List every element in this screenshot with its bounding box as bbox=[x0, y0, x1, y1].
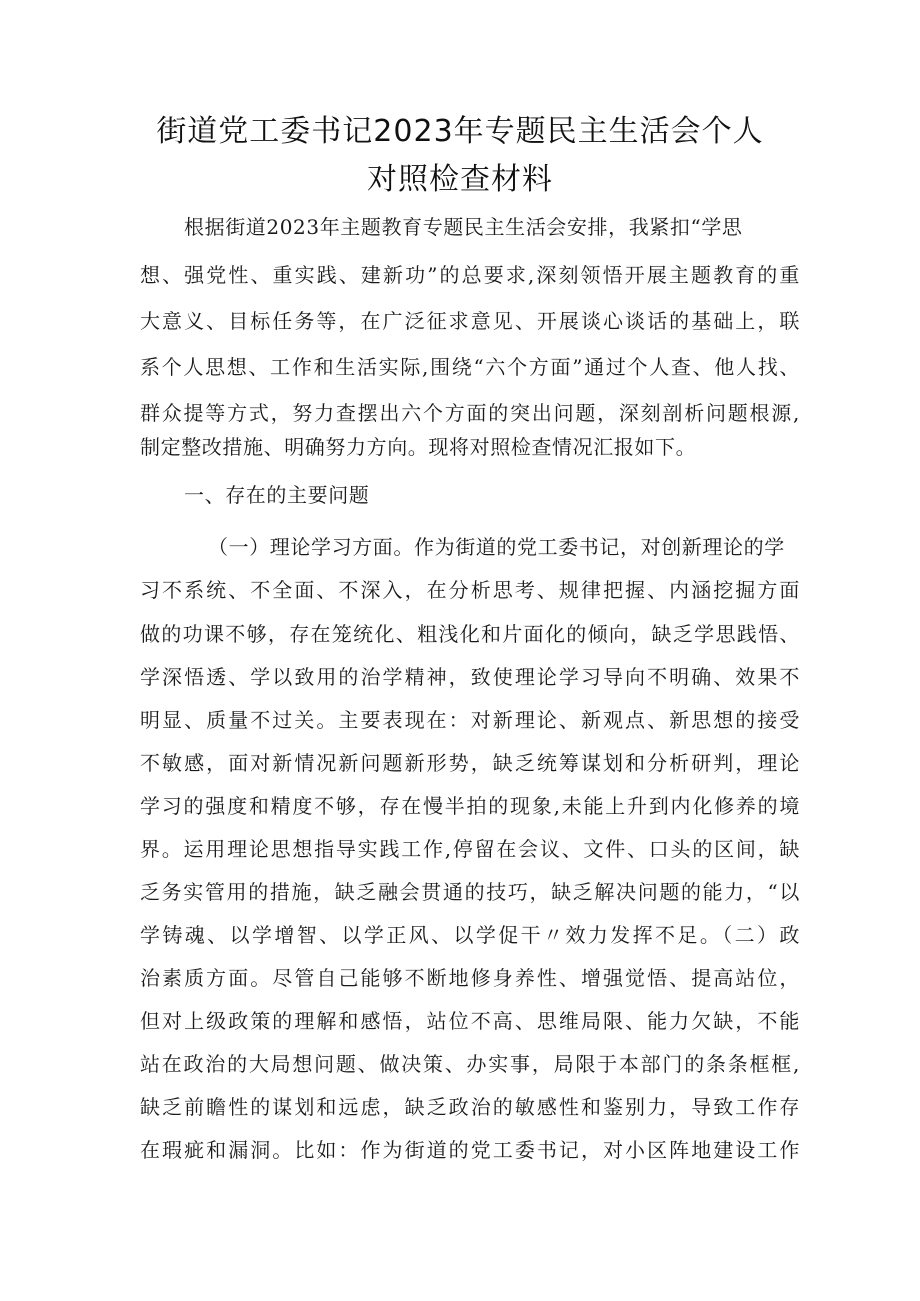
intro-line: 大意义、目标任务等，在广泛征求意见、开展谈心谈话的基础上，联 bbox=[140, 309, 800, 333]
section-heading: 一、存在的主要问题 bbox=[184, 483, 370, 507]
intro-line: 群众提等方式，努力查摆出六个方面的突出问题，深刻剖析问题根源, bbox=[140, 401, 800, 425]
body-line: 不敏感，面对新情况新问题新形势，缺乏统筹谋划和分析研判，理论 bbox=[140, 751, 800, 775]
intro-line: 根据街道2023年主题教育专题民主生活会安排，我紧扣“学思 bbox=[184, 215, 743, 239]
document-title-line-1: 街道党工委书记2023年专题民主生活会个人 bbox=[156, 114, 764, 149]
body-line: 在瑕疵和漏洞。比如：作为街道的党工委书记，对小区阵地建设工作 bbox=[140, 1138, 800, 1162]
body-line: 乏务实管用的措施，缺乏融会贯通的技巧，缺乏解决问题的能力，“以 bbox=[140, 880, 800, 904]
body-line: 站在政治的大局想问题、做决策、办实事，局限于本部门的条条框框, bbox=[140, 1052, 800, 1076]
document-title-line-2: 对照检查材料 bbox=[367, 162, 553, 197]
body-line: 但对上级政策的理解和感悟，站位不高、思维局限、能力欠缺，不能 bbox=[140, 1009, 800, 1033]
intro-line: 系个人思想、工作和生活实际,围绕“六个方面”通过个人查、他人找、 bbox=[140, 355, 800, 379]
body-line: （一）理论学习方面。作为街道的党工委书记，对创新理论的学 bbox=[208, 535, 785, 559]
intro-line: 制定整改措施、明确努力方向。现将对照检查情况汇报如下。 bbox=[140, 435, 697, 459]
body-line: 做的功课不够，存在笼统化、粗浅化和片面化的倾向，缺乏学思践悟、 bbox=[140, 622, 800, 646]
body-line: 治素质方面。尽管自己能够不断地修身养性、增强觉悟、提高站位， bbox=[140, 966, 800, 990]
body-line: 学深悟透、学以致用的治学精神，致使理论学习导向不明确、效果不 bbox=[140, 665, 800, 689]
body-line: 界。运用理论思想指导实践工作,停留在会议、文件、口头的区间，缺 bbox=[140, 837, 800, 861]
body-line: 学铸魂、以学增智、以学正风、以学促干〃效力发挥不足。（二）政 bbox=[140, 923, 800, 947]
body-line: 习不系统、不全面、不深入，在分析思考、规律把握、内涵挖掘方面 bbox=[140, 578, 800, 602]
body-line: 缺乏前瞻性的谋划和远虑，缺乏政治的敏感性和鉴别力，导致工作存 bbox=[140, 1095, 800, 1119]
intro-line: 想、强党性、重实践、建新功”的总要求,深刻领悟开展主题教育的重 bbox=[140, 263, 800, 287]
body-line: 明显、质量不过关。主要表现在：对新理论、新观点、新思想的接受 bbox=[140, 708, 800, 732]
body-line: 学习的强度和精度不够，存在慢半拍的现象,未能上升到内化修养的境 bbox=[140, 794, 800, 818]
